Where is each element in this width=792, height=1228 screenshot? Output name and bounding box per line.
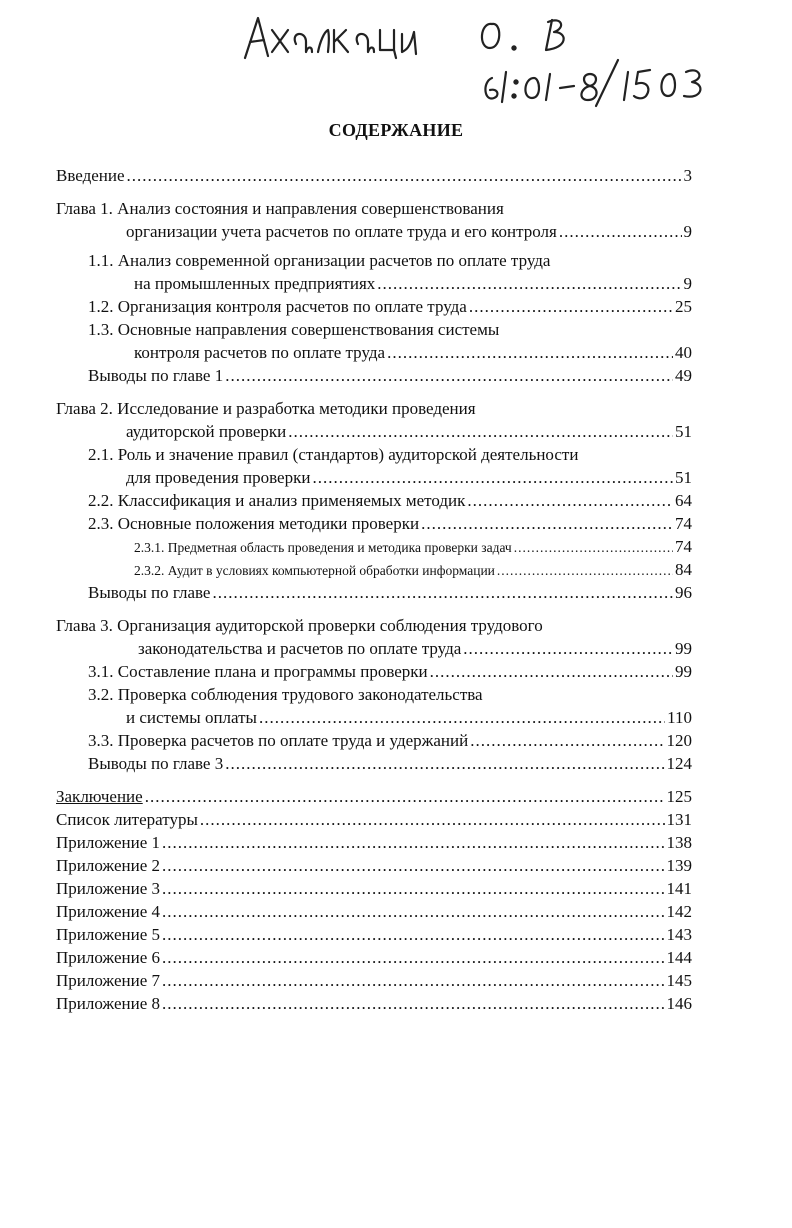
table-of-contents xyxy=(56,164,692,1015)
toc-entry-section-1-1[interactable] xyxy=(56,272,692,295)
toc-entry-section-3-1[interactable] xyxy=(56,660,692,683)
toc-entry-label: контроля расчетов по оплате труда xyxy=(134,343,386,362)
toc-entry-label: 1.2. Организация контроля расчетов по оплате труда xyxy=(88,297,467,316)
toc-entry-appendix-5[interactable] xyxy=(56,923,692,946)
toc-entry-label: Приложение 3 xyxy=(56,879,160,898)
toc-page-number: 3 xyxy=(683,166,692,185)
toc-entry-label: Приложение 4 xyxy=(56,902,160,921)
toc-entry-label: 2.3.2. Аудит в условиях компьютерной обработки информации xyxy=(134,559,497,582)
toc-section-3-2-title[interactable]: 3.2. Проверка соблюдения трудового законодательства xyxy=(88,685,483,704)
toc-entry-label: законодательства и расчетов по оплате труда xyxy=(138,639,462,658)
toc-entry-label: 2.3.1. Предметная область проведения и методика проверки задач xyxy=(134,536,514,559)
toc-chapter-3-title[interactable]: Глава 3. Организация аудиторской проверки соблюдения трудового xyxy=(56,616,543,635)
toc-page-number: 143 xyxy=(666,925,692,944)
toc-leader-dots xyxy=(162,831,665,854)
toc-entry-section-2-3-2[interactable] xyxy=(56,558,692,581)
toc-chapter-2-title[interactable]: Глава 2. Исследование и разработка методики проведения xyxy=(56,399,476,418)
toc-leader-dots xyxy=(470,729,664,752)
toc-entry-section-2-3-1[interactable] xyxy=(56,535,692,558)
toc-entry-section-3-3[interactable] xyxy=(56,729,692,752)
toc-entry-label: 2.3. Основные положения методики проверки xyxy=(88,514,420,533)
toc-page-number: 84 xyxy=(675,560,692,579)
toc-page-number: 96 xyxy=(675,583,692,602)
toc-page-number: 139 xyxy=(666,856,692,875)
toc-entry-label: Заключение xyxy=(56,787,143,806)
toc-leader-dots xyxy=(463,637,673,660)
toc-leader-dots xyxy=(162,900,665,923)
toc-entry-label: Выводы по главе 3 xyxy=(88,754,224,773)
toc-entry-conclusions-1[interactable] xyxy=(56,364,692,387)
toc-leader-dots xyxy=(145,785,665,808)
toc-page-number: 49 xyxy=(675,366,692,385)
toc-entry-conclusion[interactable] xyxy=(56,785,692,808)
toc-leader-dots xyxy=(212,581,673,604)
toc-page-number: 124 xyxy=(666,754,692,773)
toc-entry-label: на промышленных предприятиях xyxy=(134,274,376,293)
toc-leader-dots xyxy=(469,295,673,318)
toc-leader-dots xyxy=(312,466,673,489)
toc-leader-dots xyxy=(225,752,664,775)
toc-entry-appendix-7[interactable] xyxy=(56,969,692,992)
toc-page-number: 125 xyxy=(666,787,692,806)
toc-entry-appendix-1[interactable] xyxy=(56,831,692,854)
toc-entry-label: Выводы по главе 1 xyxy=(88,366,224,385)
toc-page-number: 141 xyxy=(666,879,692,898)
toc-entry-label: Приложение 6 xyxy=(56,948,160,967)
toc-page-number: 74 xyxy=(675,514,692,533)
toc-entry-appendix-3[interactable] xyxy=(56,877,692,900)
toc-entry-label: Приложение 8 xyxy=(56,994,160,1013)
toc-entry-label: 3.3. Проверка расчетов по оплате труда и удержаний xyxy=(88,731,469,750)
toc-leader-dots xyxy=(467,489,673,512)
toc-page-number: 144 xyxy=(666,948,692,967)
toc-leader-dots xyxy=(559,220,682,243)
toc-entry-label: Выводы по главе xyxy=(88,583,211,602)
toc-entry-chapter-1[interactable] xyxy=(56,220,692,243)
toc-leader-dots xyxy=(514,536,673,559)
handwriting-drawing xyxy=(230,0,730,110)
toc-entry-label: для проведения проверки xyxy=(126,468,311,487)
toc-leader-dots xyxy=(421,512,673,535)
toc-page-number: 40 xyxy=(675,343,692,362)
toc-page-number: 51 xyxy=(675,468,692,487)
page-title: СОДЕРЖАНИЕ xyxy=(328,120,464,140)
toc-page-number: 145 xyxy=(666,971,692,990)
toc-entry-label: аудиторской проверки xyxy=(126,422,287,441)
toc-page-number: 99 xyxy=(675,639,692,658)
toc-leader-dots xyxy=(430,660,673,683)
toc-entry-label: Приложение 7 xyxy=(56,971,160,990)
toc-entry-label: 3.1. Составление плана и программы проверки xyxy=(88,662,428,681)
toc-page-number: 138 xyxy=(666,833,692,852)
toc-page-number: 25 xyxy=(675,297,692,316)
toc-page-number: 120 xyxy=(666,731,692,750)
toc-page-number: 51 xyxy=(675,422,692,441)
toc-entry-appendix-8[interactable] xyxy=(56,992,692,1015)
toc-entry-label: организации учета расчетов по оплате труда и его контроля xyxy=(126,222,557,241)
toc-entry-section-1-3[interactable] xyxy=(56,341,692,364)
toc-entry-chapter-2[interactable] xyxy=(56,420,692,443)
toc-chapter-1-title[interactable]: Глава 1. Анализ состояния и направления совершенствования xyxy=(56,199,504,218)
toc-entry-conclusions-2[interactable] xyxy=(56,581,692,604)
toc-leader-dots xyxy=(225,364,673,387)
toc-page-number: 9 xyxy=(683,274,692,293)
toc-leader-dots xyxy=(162,854,665,877)
toc-leader-dots xyxy=(497,559,673,582)
toc-entry-appendix-6[interactable] xyxy=(56,946,692,969)
toc-entry-chapter-3[interactable] xyxy=(56,637,692,660)
toc-section-1-1-title[interactable]: 1.1. Анализ современной организации расчетов по оплате труда xyxy=(88,251,551,270)
toc-section-2-1-title[interactable]: 2.1. Роль и значение правил (стандартов) аудиторской деятельности xyxy=(88,445,579,464)
toc-leader-dots xyxy=(200,808,665,831)
toc-page-number: 110 xyxy=(667,708,692,727)
toc-leader-dots xyxy=(162,877,665,900)
toc-leader-dots xyxy=(162,946,665,969)
toc-page-number: 9 xyxy=(683,222,692,241)
toc-entry-label: 2.2. Классификация и анализ применяемых методик xyxy=(88,491,466,510)
toc-entry-literature[interactable] xyxy=(56,808,692,831)
toc-leader-dots xyxy=(288,420,673,443)
toc-entry-section-2-3[interactable] xyxy=(56,512,692,535)
toc-entry-section-3-2[interactable] xyxy=(56,706,692,729)
toc-entry-section-2-1[interactable] xyxy=(56,466,692,489)
toc-entry-introduction[interactable] xyxy=(56,164,692,187)
toc-entry-appendix-4[interactable] xyxy=(56,900,692,923)
toc-entry-conclusions-3[interactable] xyxy=(56,752,692,775)
toc-leader-dots xyxy=(162,969,665,992)
toc-entry-label: Список литературы xyxy=(56,810,198,829)
toc-page-number: 74 xyxy=(675,537,692,556)
toc-entry-section-1-2[interactable] xyxy=(56,295,692,318)
toc-entry-label: Приложение 5 xyxy=(56,925,160,944)
toc-leader-dots xyxy=(259,706,665,729)
toc-entry-label: Приложение 2 xyxy=(56,856,160,875)
toc-leader-dots xyxy=(387,341,673,364)
toc-page-number: 142 xyxy=(666,902,692,921)
toc-page-number: 99 xyxy=(675,662,692,681)
toc-page-number: 131 xyxy=(666,810,692,829)
toc-entry-section-2-2[interactable] xyxy=(56,489,692,512)
toc-entry-appendix-2[interactable] xyxy=(56,854,692,877)
toc-leader-dots xyxy=(162,992,665,1015)
toc-entry-label: Приложение 1 xyxy=(56,833,160,852)
handwritten-annotation xyxy=(230,0,730,110)
toc-section-1-3-title[interactable]: 1.3. Основные направления совершенствования системы xyxy=(88,320,500,339)
toc-page-number: 146 xyxy=(666,994,692,1013)
toc-leader-dots xyxy=(127,164,682,187)
toc-page-number: 64 xyxy=(675,491,692,510)
toc-entry-label: и системы оплаты xyxy=(126,708,257,727)
toc-entry-label: Введение xyxy=(56,166,125,185)
toc-leader-dots xyxy=(162,923,665,946)
toc-leader-dots xyxy=(377,272,681,295)
